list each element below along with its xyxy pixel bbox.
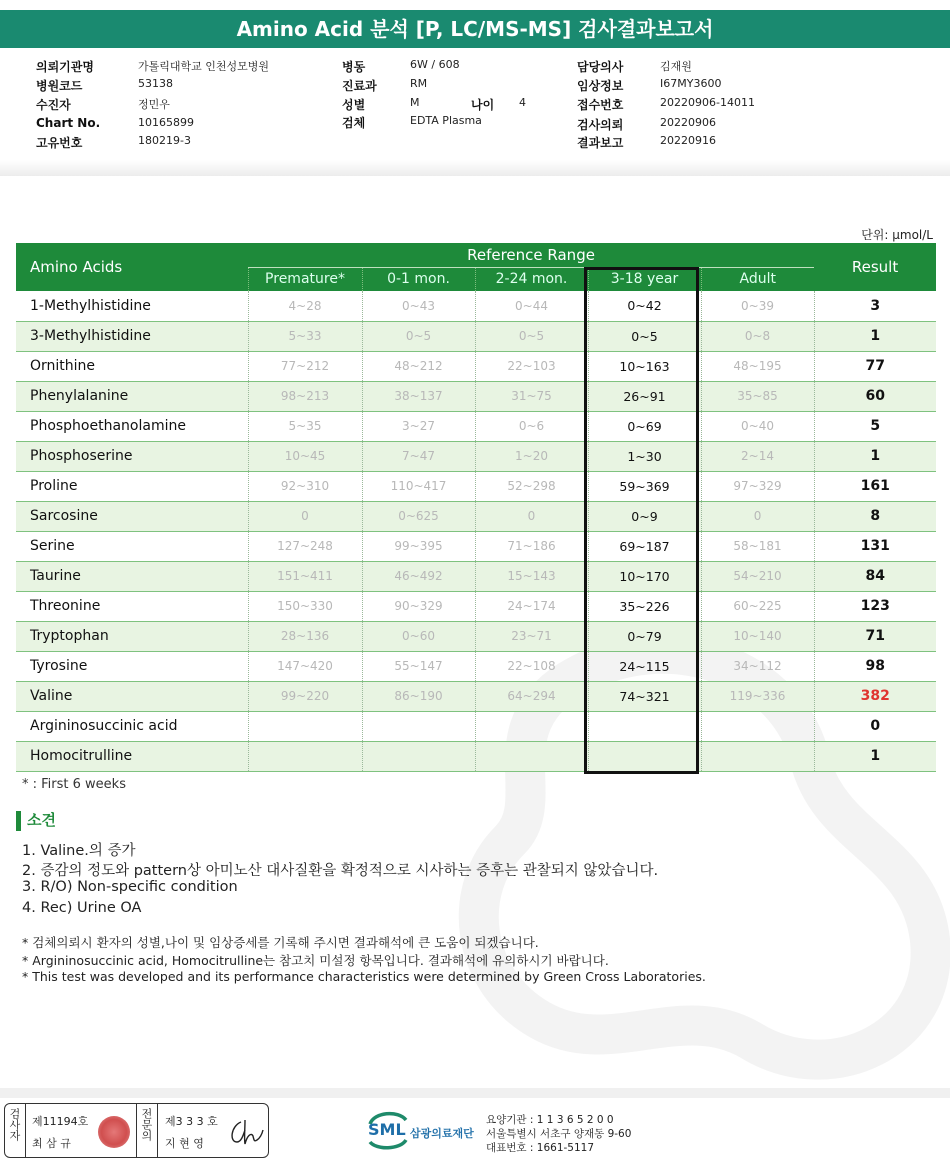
header-ref-col: 3-18 year [588, 267, 701, 291]
header-ref-col: 2-24 mon. [475, 267, 588, 291]
reference-range-cell: 48~212 [362, 351, 475, 381]
result-value: 131 [814, 531, 936, 561]
reference-range-cell: 52~298 [475, 471, 588, 501]
table-row [16, 471, 936, 501]
result-value: 77 [814, 351, 936, 381]
divider [157, 1104, 158, 1157]
info-value: 가톨릭대학교 인천성모병원 [138, 60, 270, 73]
tester-license: 제11194호 [32, 1115, 89, 1128]
highlight-box-3-18-year [584, 267, 699, 774]
reference-range-cell: 0 [475, 501, 588, 531]
findings-title [16, 809, 56, 831]
amino-acid-name: Valine [30, 688, 73, 704]
tester-label: 검사자 [8, 1108, 21, 1141]
info-value: I67MY3600 [660, 77, 722, 90]
reference-range-cell: 48~195 [701, 351, 814, 381]
findings-title-text: 소견 [27, 811, 56, 829]
result-value: 8 [814, 501, 936, 531]
reference-range-cell: 24~115 [588, 651, 701, 681]
table-row [16, 381, 936, 411]
expert-license: 제3 3 3 호 [165, 1115, 218, 1128]
reference-range-cell: 71~186 [475, 531, 588, 561]
reference-range-cell: 99~395 [362, 531, 475, 561]
signature-box [4, 1103, 269, 1158]
info-label: 의뢰기관명 [36, 60, 94, 74]
header-reference-range: Reference Range [248, 243, 814, 267]
reference-range-cell: 0~625 [362, 501, 475, 531]
info-value: 20220916 [660, 134, 716, 147]
reference-range-cell: 4~28 [248, 291, 362, 321]
info-value: 10165899 [138, 116, 194, 129]
reference-range-cell: 35~85 [701, 381, 814, 411]
note-item: * 검체의뢰시 환자의 성별,나이 및 임상증세를 기록해 주시면 결과해석에 큰 도움이 되겠습니다. [22, 935, 539, 950]
info-value: RM [410, 77, 428, 90]
amino-acid-name: 3-Methylhistidine [30, 328, 151, 344]
reference-range-cell: 0~40 [701, 411, 814, 441]
report-title: Amino Acid 분석 [P, LC/MS-MS] 검사결과보고서 [0, 10, 950, 48]
amino-acid-name: Taurine [30, 568, 81, 584]
amino-acid-name: Phosphoserine [30, 448, 133, 464]
reference-range-cell: 10~45 [248, 441, 362, 471]
table-row [16, 591, 936, 621]
reference-range-cell: 0~5 [588, 321, 701, 351]
reference-range-cell: 15~143 [475, 561, 588, 591]
table-row [16, 441, 936, 471]
reference-range-cell: 7~47 [362, 441, 475, 471]
reference-range-cell: 97~329 [701, 471, 814, 501]
reference-range-cell: 34~112 [701, 651, 814, 681]
reference-range-cell: 77~212 [248, 351, 362, 381]
reference-range-cell [475, 741, 588, 771]
reference-range-cell: 98~213 [248, 381, 362, 411]
amino-acid-name: Phosphoethanolamine [30, 418, 186, 434]
footer-divider [0, 1088, 950, 1098]
reference-range-cell: 5~33 [248, 321, 362, 351]
reference-range-cell: 0~8 [701, 321, 814, 351]
amino-acid-name: Tyrosine [30, 658, 88, 674]
table-row [16, 741, 936, 771]
info-value: 20220906-14011 [660, 96, 755, 109]
reference-range-cell: 86~190 [362, 681, 475, 711]
reference-range-cell: 69~187 [588, 531, 701, 561]
seal-stamp-icon [98, 1116, 130, 1148]
reference-range-cell: 22~108 [475, 651, 588, 681]
reference-range-cell: 10~140 [701, 621, 814, 651]
company-address: 서울특별시 서초구 양재동 9-60 [486, 1128, 632, 1140]
reference-range-cell: 10~163 [588, 351, 701, 381]
reference-range-cell: 60~225 [701, 591, 814, 621]
reference-range-cell [701, 741, 814, 771]
reference-range-cell [248, 711, 362, 741]
amino-acid-name: Homocitrulline [30, 748, 133, 764]
header-ref-col: Adult [701, 267, 814, 291]
info-value: 180219-3 [138, 134, 191, 147]
info-label: 검사의뢰 [577, 118, 624, 132]
table-row [16, 681, 936, 711]
header-ref-col: Premature* [248, 267, 362, 291]
reference-range-cell [248, 741, 362, 771]
result-value: 5 [814, 411, 936, 441]
result-value: 3 [814, 291, 936, 321]
table-row [16, 561, 936, 591]
reference-range-cell: 90~329 [362, 591, 475, 621]
info-label: 임상정보 [577, 79, 624, 93]
note-item: * This test was developed and its performance characteristics were determined by Green Cross Laboratories. [22, 969, 706, 984]
result-value: 98 [814, 651, 936, 681]
reference-range-cell: 0~43 [362, 291, 475, 321]
logo-text: SML [368, 1120, 406, 1139]
reference-range-cell: 151~411 [248, 561, 362, 591]
result-value: 60 [814, 381, 936, 411]
reference-range-cell: 46~492 [362, 561, 475, 591]
company-logo [366, 1110, 486, 1150]
table-row [16, 351, 936, 381]
result-value: 84 [814, 561, 936, 591]
result-value: 123 [814, 591, 936, 621]
company-name: 삼광의료재단 [410, 1127, 474, 1140]
info-value: 4 [519, 96, 526, 109]
result-value: 1 [814, 741, 936, 771]
reference-range-cell: 147~420 [248, 651, 362, 681]
amino-acid-name: Ornithine [30, 358, 96, 374]
reference-range-cell: 0~42 [588, 291, 701, 321]
info-label: 결과보고 [577, 136, 624, 150]
reference-range-cell: 10~170 [588, 561, 701, 591]
reference-range-cell: 0~6 [475, 411, 588, 441]
reference-range-cell: 24~174 [475, 591, 588, 621]
reference-range-cell: 64~294 [475, 681, 588, 711]
table-row [16, 501, 936, 531]
finding-item: 4. Rec) Urine OA [22, 900, 142, 916]
section-marker [16, 811, 21, 831]
reference-range-cell: 22~103 [475, 351, 588, 381]
result-value: 0 [814, 711, 936, 741]
info-value: 정민우 [138, 98, 170, 111]
table-row [16, 651, 936, 681]
reference-range-cell: 0~9 [588, 501, 701, 531]
result-value: 161 [814, 471, 936, 501]
result-value: 71 [814, 621, 936, 651]
reference-range-cell: 5~35 [248, 411, 362, 441]
tester-name: 최 삼 규 [32, 1137, 71, 1150]
info-value: 6W / 608 [410, 58, 460, 71]
amino-acid-name: Phenylalanine [30, 388, 129, 404]
reference-range-cell: 2~14 [701, 441, 814, 471]
expert-label: 전문의 [140, 1108, 153, 1141]
header-result: Result [814, 243, 936, 291]
divider [0, 160, 950, 176]
reference-range-cell: 23~71 [475, 621, 588, 651]
divider [136, 1104, 137, 1157]
result-value: 382 [814, 681, 936, 711]
info-label: 나이 [471, 98, 495, 112]
reference-range-cell: 31~75 [475, 381, 588, 411]
reference-range-cell: 54~210 [701, 561, 814, 591]
signature-icon [227, 1116, 265, 1148]
reference-range-cell: 59~369 [588, 471, 701, 501]
table-row [16, 531, 936, 561]
reference-range-cell: 0~69 [588, 411, 701, 441]
reference-range-cell: 1~30 [588, 441, 701, 471]
amino-acid-name: Argininosuccinic acid [30, 718, 178, 734]
table-footnote: * : First 6 weeks [22, 777, 126, 792]
table-row [16, 711, 936, 741]
reference-range-cell: 150~330 [248, 591, 362, 621]
unit-label: 단위: μmol/L [861, 228, 933, 242]
reference-range-cell: 55~147 [362, 651, 475, 681]
reference-range-cell: 92~310 [248, 471, 362, 501]
result-value: 1 [814, 321, 936, 351]
reference-range-cell: 0~5 [362, 321, 475, 351]
info-label: 병원코드 [36, 79, 83, 93]
reference-range-cell: 110~417 [362, 471, 475, 501]
info-label: 검체 [342, 116, 366, 130]
info-value: 20220906 [660, 116, 716, 129]
result-value: 1 [814, 441, 936, 471]
reference-range-cell: 58~181 [701, 531, 814, 561]
patient-info [0, 52, 950, 168]
reference-range-cell: 0 [248, 501, 362, 531]
info-label: Chart No. [36, 116, 101, 130]
table-row [16, 291, 936, 321]
table-row [16, 411, 936, 441]
reference-range-cell: 0~44 [475, 291, 588, 321]
reference-range-cell: 99~220 [248, 681, 362, 711]
company-code: 요양기관 : 1 1 3 6 5 2 0 0 [486, 1114, 614, 1126]
info-label: 고유번호 [36, 136, 83, 150]
info-label: 진료과 [342, 79, 377, 93]
reference-range-cell [362, 711, 475, 741]
finding-item: 1. Valine.의 증가 [22, 843, 136, 859]
reference-range-cell: 119~336 [701, 681, 814, 711]
reference-range-cell: 0~79 [588, 621, 701, 651]
reference-range-cell: 0~5 [475, 321, 588, 351]
amino-acid-name: Tryptophan [30, 628, 109, 644]
reference-range-cell: 38~137 [362, 381, 475, 411]
reference-range-cell: 26~91 [588, 381, 701, 411]
info-label: 접수번호 [577, 98, 624, 112]
company-phone: 대표번호 : 1661-5117 [486, 1142, 595, 1154]
info-label: 담당의사 [577, 60, 624, 74]
table-row [16, 321, 936, 351]
reference-range-cell: 0~60 [362, 621, 475, 651]
divider [25, 1104, 26, 1157]
info-value: M [410, 96, 420, 109]
expert-name: 지 현 영 [165, 1137, 204, 1150]
amino-acid-name: Proline [30, 478, 78, 494]
info-value: EDTA Plasma [410, 114, 482, 127]
reference-range-cell: 35~226 [588, 591, 701, 621]
finding-item: 3. R/O) Non-specific condition [22, 879, 238, 895]
reference-range-cell [362, 741, 475, 771]
amino-acid-name: Sarcosine [30, 508, 98, 524]
reference-range-cell: 0~39 [701, 291, 814, 321]
info-label: 수진자 [36, 98, 71, 112]
reference-range-cell [701, 711, 814, 741]
reference-range-cell: 3~27 [362, 411, 475, 441]
amino-acid-table [16, 243, 936, 772]
reference-range-cell [475, 711, 588, 741]
header-amino-acids: Amino Acids [16, 243, 248, 291]
finding-item: 2. 증감의 정도와 pattern상 아미노산 대사질환을 확정적으로 시사하는 증후는 관찰되지 않았습니다. [22, 863, 659, 879]
amino-acid-name: Threonine [30, 598, 101, 614]
reference-range-cell: 28~136 [248, 621, 362, 651]
table-row [16, 621, 936, 651]
reference-range-cell: 74~321 [588, 681, 701, 711]
header-ref-col: 0-1 mon. [362, 267, 475, 291]
reference-range-cell: 127~248 [248, 531, 362, 561]
table-body [16, 291, 936, 771]
info-value: 53138 [138, 77, 173, 90]
info-label: 병동 [342, 60, 366, 74]
note-item: * Argininosuccinic acid, Homocitrulline는 참고치 미설정 항목입니다. 결과해석에 유의하시기 바랍니다. [22, 953, 609, 968]
info-value: 김재원 [660, 60, 692, 73]
info-label: 성별 [342, 98, 366, 112]
reference-range-cell: 0 [701, 501, 814, 531]
amino-acid-name: Serine [30, 538, 75, 554]
amino-acid-name: 1-Methylhistidine [30, 297, 151, 314]
reference-range-cell: 1~20 [475, 441, 588, 471]
